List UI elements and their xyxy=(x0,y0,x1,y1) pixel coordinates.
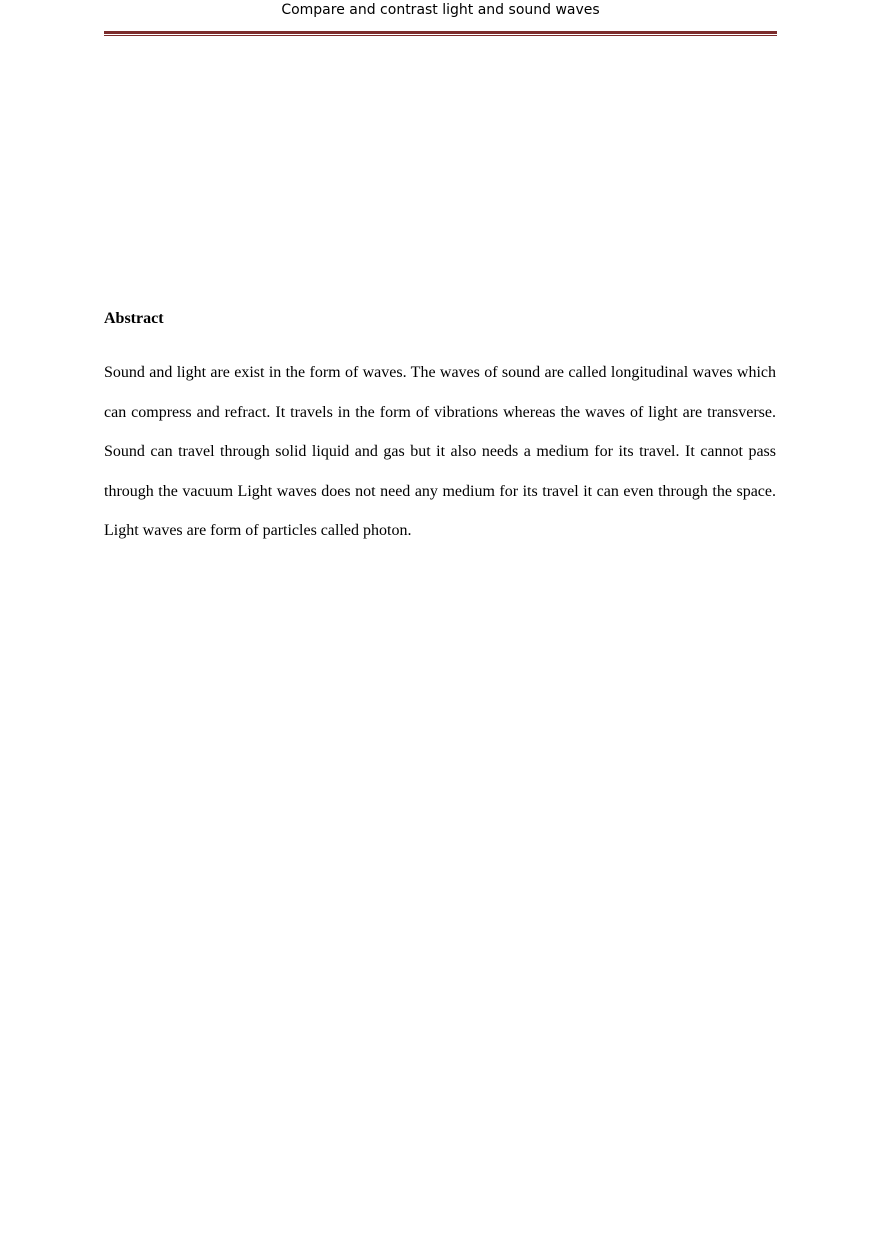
abstract-paragraph: Sound and light are exist in the form of waves. The waves of sound are called longitudinal waves which can compress and refract. It travels in the form of vibrations whereas the waves of light are transverse. Sound can travel through solid liquid and gas but it also needs a medium for its travel. It cannot pass through the vacuum Light waves does not need any medium for its travel it can even through the space. Light waves are form of particles called photon. xyxy=(104,364,776,539)
running-header: Compare and contrast light and sound waves xyxy=(281,2,600,18)
abstract-heading: Abstract xyxy=(104,310,164,327)
header-rule-thin xyxy=(104,35,777,36)
header-rule-thick xyxy=(104,31,777,34)
